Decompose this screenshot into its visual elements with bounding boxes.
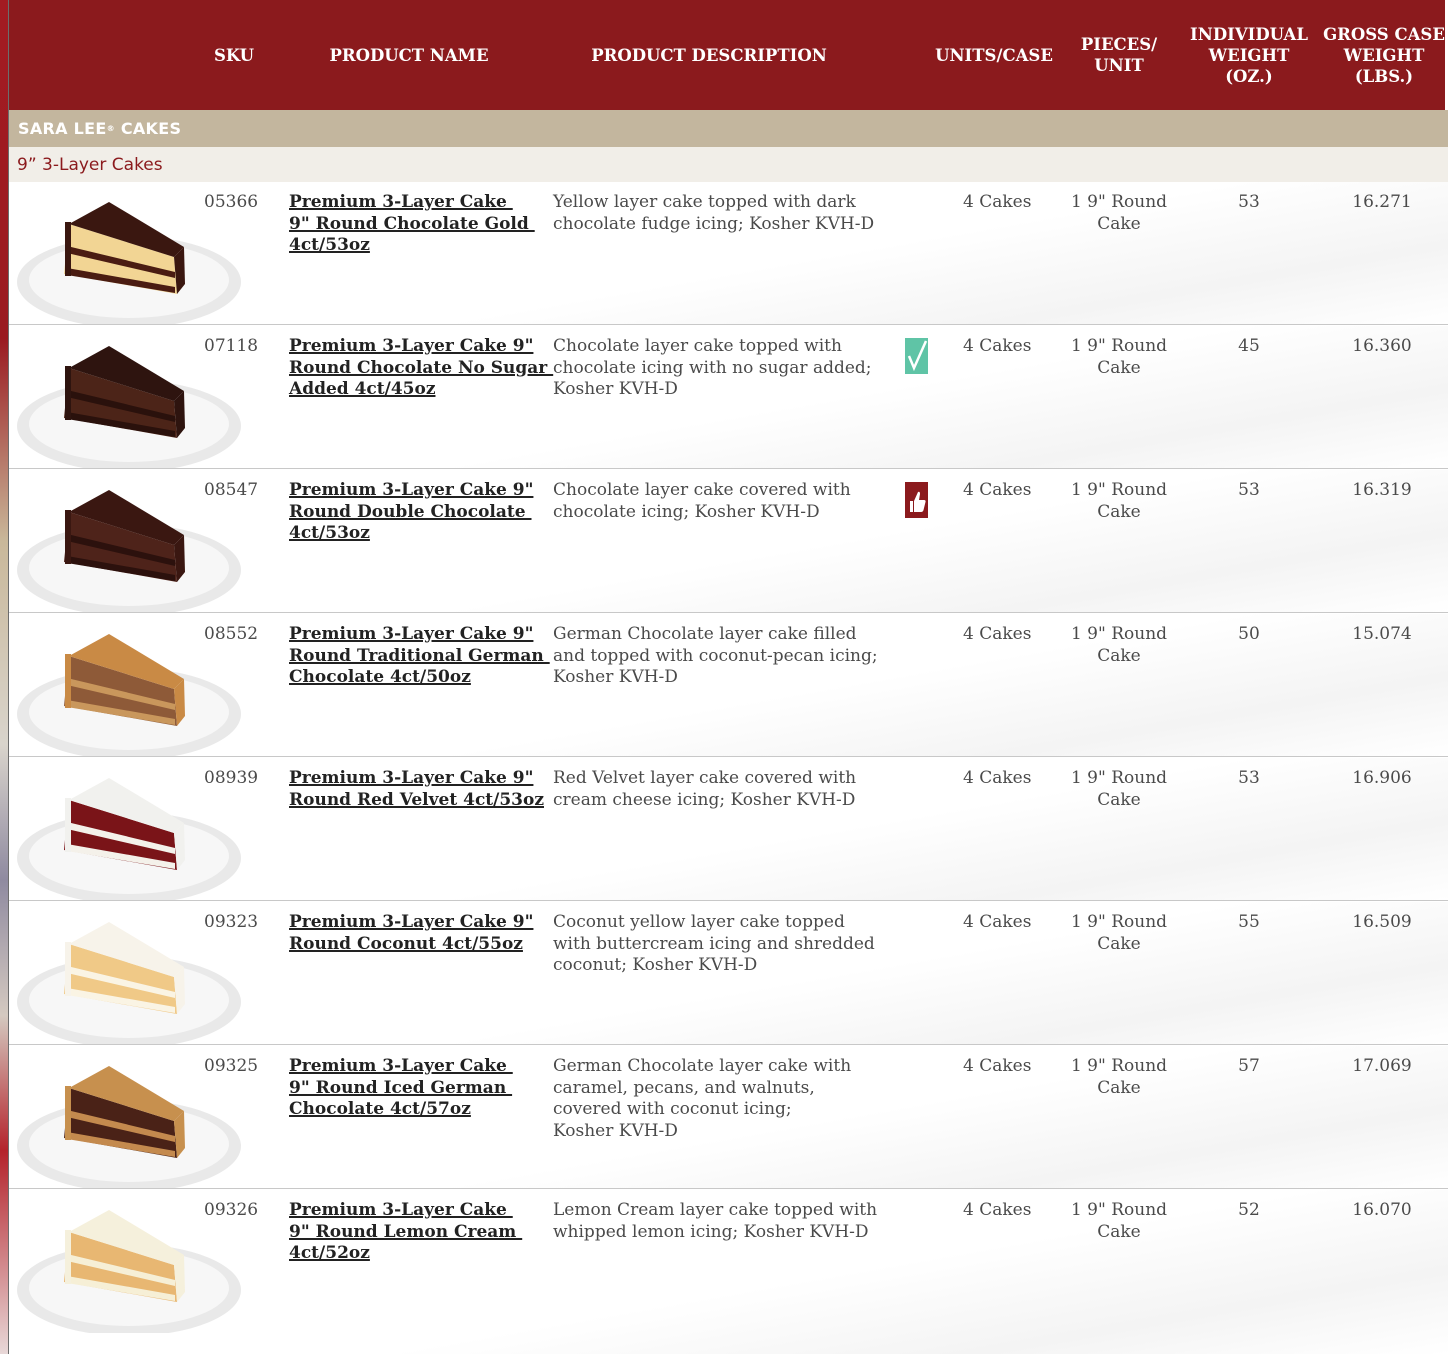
pieces-unit-cell-line: 1 9" Round xyxy=(1070,480,1168,500)
individual-weight-cell: 52 xyxy=(1238,1200,1260,1220)
units-case-cell: 4 Cakes xyxy=(963,480,1032,500)
product-description-cell-line: German Chocolate layer cake with xyxy=(553,1056,852,1076)
product-description-cell-line: cream cheese icing; Kosher KVH-D xyxy=(553,789,856,810)
table-row xyxy=(9,614,1448,757)
product-description-cell-line: Chocolate layer cake covered with xyxy=(553,480,851,500)
sku-cell: 08547 xyxy=(204,480,259,500)
product-description-cell xyxy=(553,768,883,811)
pieces-unit-cell-line: 1 9" Round xyxy=(1070,1056,1168,1076)
col-header-product-name: PRODUCT NAME xyxy=(329,45,489,65)
sku-cell: 08552 xyxy=(204,624,259,644)
section-title: SARA LEE ® CAKES xyxy=(9,110,1448,147)
individual-weight-cell: 53 xyxy=(1238,192,1260,212)
pieces-unit-cell-line: 1 9" Round xyxy=(1070,192,1168,212)
subsection-title: 9” 3-Layer Cakes xyxy=(9,147,1448,182)
product-name-link-line[interactable]: Added 4ct/45oz xyxy=(289,379,436,399)
product-description-cell-line: coconut; Kosher KVH-D xyxy=(553,955,758,975)
check-badge-icon xyxy=(905,338,928,374)
units-case-cell: 4 Cakes xyxy=(963,1200,1032,1220)
product-name-link-line[interactable]: Round Double Chocolate xyxy=(289,501,532,522)
product-description-cell-line: chocolate icing with no sugar added; xyxy=(553,357,872,378)
pieces-unit-cell-line: 1 9" Round xyxy=(1070,1200,1168,1220)
product-name-link-line[interactable]: Round Chocolate No Sugar xyxy=(289,357,554,378)
sku-cell: 08939 xyxy=(204,768,259,788)
product-name-link-line[interactable]: Round Red Velvet 4ct/53oz xyxy=(289,789,544,810)
product-name-link-line[interactable]: 9" Round Lemon Cream xyxy=(289,1221,523,1242)
table-row xyxy=(9,758,1448,901)
gross-weight-cell: 15.074 xyxy=(1352,624,1412,644)
product-description-cell xyxy=(553,1056,883,1142)
pieces-unit-cell-line: 1 9" Round xyxy=(1070,624,1168,644)
product-description-cell-line: German Chocolate layer cake filled xyxy=(553,624,857,644)
individual-weight-cell: 55 xyxy=(1238,912,1260,932)
product-name-link-line[interactable]: 9" Round Iced German xyxy=(289,1077,513,1098)
sku-cell: 09325 xyxy=(204,1056,259,1076)
units-case-cell: 4 Cakes xyxy=(963,624,1032,644)
individual-weight-cell: 53 xyxy=(1238,768,1260,788)
product-description-cell xyxy=(553,336,883,401)
gross-weight-cell: 16.070 xyxy=(1352,1200,1412,1220)
product-description-cell-line: Red Velvet layer cake covered with xyxy=(553,768,857,788)
pieces-unit-cell-line: 1 9" Round xyxy=(1070,912,1168,932)
pieces-unit-cell-line: Cake xyxy=(1097,789,1141,810)
product-description-cell xyxy=(553,624,883,689)
product-name-link-line[interactable]: Premium 3-Layer Cake xyxy=(289,1200,513,1220)
product-name-link-line[interactable]: Round Coconut 4ct/55oz xyxy=(289,933,523,954)
units-case-cell: 4 Cakes xyxy=(963,192,1032,212)
col-header-product-description: PRODUCT DESCRIPTION xyxy=(591,45,827,65)
pieces-unit-cell xyxy=(1059,912,1179,955)
pieces-unit-cell xyxy=(1059,480,1179,523)
units-case-cell: 4 Cakes xyxy=(963,1056,1032,1076)
pieces-unit-cell xyxy=(1059,1056,1179,1099)
product-name-link[interactable] xyxy=(289,912,534,955)
gross-weight-cell: 16.360 xyxy=(1352,336,1412,356)
col-header-gross-weight: GROSS CASE WEIGHT (LBS.) xyxy=(1323,24,1445,86)
product-name-link-line[interactable]: Premium 3-Layer Cake 9" xyxy=(289,336,534,356)
thumbs-up-badge-icon xyxy=(905,482,928,518)
gross-weight-cell: 16.509 xyxy=(1352,912,1412,932)
product-description-cell xyxy=(553,192,883,235)
sku-cell: 09323 xyxy=(204,912,259,932)
product-description-cell-line: Yellow layer cake topped with dark xyxy=(553,192,856,212)
pieces-unit-cell-line: Cake xyxy=(1097,213,1141,234)
col-header-individual-weight: INDIVIDUAL WEIGHT (OZ.) xyxy=(1190,24,1308,86)
pieces-unit-cell xyxy=(1059,1200,1179,1243)
product-table-body xyxy=(0,182,1448,1354)
gross-weight-cell: 16.319 xyxy=(1352,480,1412,500)
product-description-cell-line: covered with coconut icing; xyxy=(553,1099,792,1119)
product-name-link-line[interactable]: Premium 3-Layer Cake xyxy=(289,192,513,212)
product-name-link-line[interactable]: Round Traditional German xyxy=(289,645,550,666)
sku-cell: 07118 xyxy=(204,336,259,356)
pieces-unit-cell-line: Cake xyxy=(1097,933,1141,954)
table-row xyxy=(9,326,1448,469)
product-name-link-line[interactable]: 4ct/53oz xyxy=(289,235,370,255)
product-name-link-line[interactable]: Premium 3-Layer Cake 9" xyxy=(289,912,534,932)
individual-weight-cell: 53 xyxy=(1238,480,1260,500)
pieces-unit-cell-line: 1 9" Round xyxy=(1070,336,1168,356)
sku-cell: 05366 xyxy=(204,192,259,212)
pieces-unit-cell xyxy=(1059,336,1179,379)
table-row xyxy=(9,470,1448,613)
individual-weight-cell: 45 xyxy=(1238,336,1260,356)
pieces-unit-cell-line: 1 9" Round xyxy=(1070,768,1168,788)
product-description-cell xyxy=(553,912,883,977)
gross-weight-cell: 17.069 xyxy=(1352,1056,1412,1076)
table-row xyxy=(9,182,1448,325)
product-name-link-line[interactable]: Chocolate 4ct/50oz xyxy=(289,667,471,687)
product-name-link-line[interactable]: Premium 3-Layer Cake xyxy=(289,1056,513,1076)
product-description-cell-line: Chocolate layer cake topped with xyxy=(553,336,842,356)
product-description-cell-line: Coconut yellow layer cake topped xyxy=(553,912,845,932)
units-case-cell: 4 Cakes xyxy=(963,768,1032,788)
product-description-cell-line: Kosher KVH-D xyxy=(553,667,678,687)
pieces-unit-cell-line: Cake xyxy=(1097,645,1141,666)
product-description-cell xyxy=(553,1200,883,1243)
product-name-link-line[interactable]: 9" Round Chocolate Gold xyxy=(289,213,535,234)
product-name-link-line[interactable]: Premium 3-Layer Cake 9" xyxy=(289,624,534,644)
product-name-link-line[interactable]: Premium 3-Layer Cake 9" xyxy=(289,768,534,788)
table-row xyxy=(9,1046,1448,1189)
units-case-cell: 4 Cakes xyxy=(963,912,1032,932)
table-header xyxy=(9,0,1445,110)
product-name-link-line[interactable]: Premium 3-Layer Cake 9" xyxy=(289,480,534,500)
pieces-unit-cell xyxy=(1059,192,1179,235)
product-description-cell-line: chocolate fudge icing; Kosher KVH-D xyxy=(553,213,875,234)
product-description-cell-line: Kosher KVH-D xyxy=(553,379,678,399)
product-name-link[interactable] xyxy=(289,1056,524,1121)
pieces-unit-cell-line: Cake xyxy=(1097,1221,1141,1242)
product-description-cell-line: chocolate icing; Kosher KVH-D xyxy=(553,501,820,522)
sku-cell: 09326 xyxy=(204,1200,259,1220)
table-row xyxy=(9,902,1448,1045)
product-description-cell-line: Lemon Cream layer cake topped with xyxy=(553,1200,878,1220)
pieces-unit-cell-line: Cake xyxy=(1097,357,1141,378)
pieces-unit-cell xyxy=(1059,624,1179,667)
product-description-cell-line: with buttercream icing and shredded xyxy=(553,933,875,954)
col-header-sku: SKU xyxy=(213,45,255,65)
pieces-unit-cell xyxy=(1059,768,1179,811)
product-name-link[interactable] xyxy=(289,336,554,401)
individual-weight-cell: 50 xyxy=(1238,624,1260,644)
product-name-link[interactable] xyxy=(289,1200,524,1265)
units-case-cell: 4 Cakes xyxy=(963,336,1032,356)
product-name-link-line[interactable]: Chocolate 4ct/57oz xyxy=(289,1099,471,1119)
product-description-cell-line: caramel, pecans, and walnuts, xyxy=(553,1077,815,1098)
product-name-link[interactable] xyxy=(289,480,534,545)
col-header-pieces-unit: PIECES/ UNIT xyxy=(1080,35,1158,75)
gross-weight-cell: 16.906 xyxy=(1352,768,1412,788)
pieces-unit-cell-line: Cake xyxy=(1097,1077,1141,1098)
product-name-link-line[interactable]: 4ct/52oz xyxy=(289,1243,370,1263)
product-name-link-line[interactable]: 4ct/53oz xyxy=(289,523,370,543)
pieces-unit-cell-line: Cake xyxy=(1097,501,1141,522)
product-description-cell xyxy=(553,480,883,523)
gross-weight-cell: 16.271 xyxy=(1352,192,1412,212)
product-description-cell-line: whipped lemon icing; Kosher KVH-D xyxy=(553,1221,869,1242)
product-name-link[interactable] xyxy=(289,192,535,257)
individual-weight-cell: 57 xyxy=(1238,1056,1260,1076)
product-description-cell-line: Kosher KVH-D xyxy=(553,1120,678,1141)
product-name-link[interactable] xyxy=(289,624,550,689)
table-row xyxy=(9,1190,1448,1354)
product-name-link[interactable] xyxy=(289,768,544,811)
col-header-units-case: UNITS/CASE xyxy=(935,45,1053,65)
product-description-cell-line: and topped with coconut-pecan icing; xyxy=(553,645,878,666)
